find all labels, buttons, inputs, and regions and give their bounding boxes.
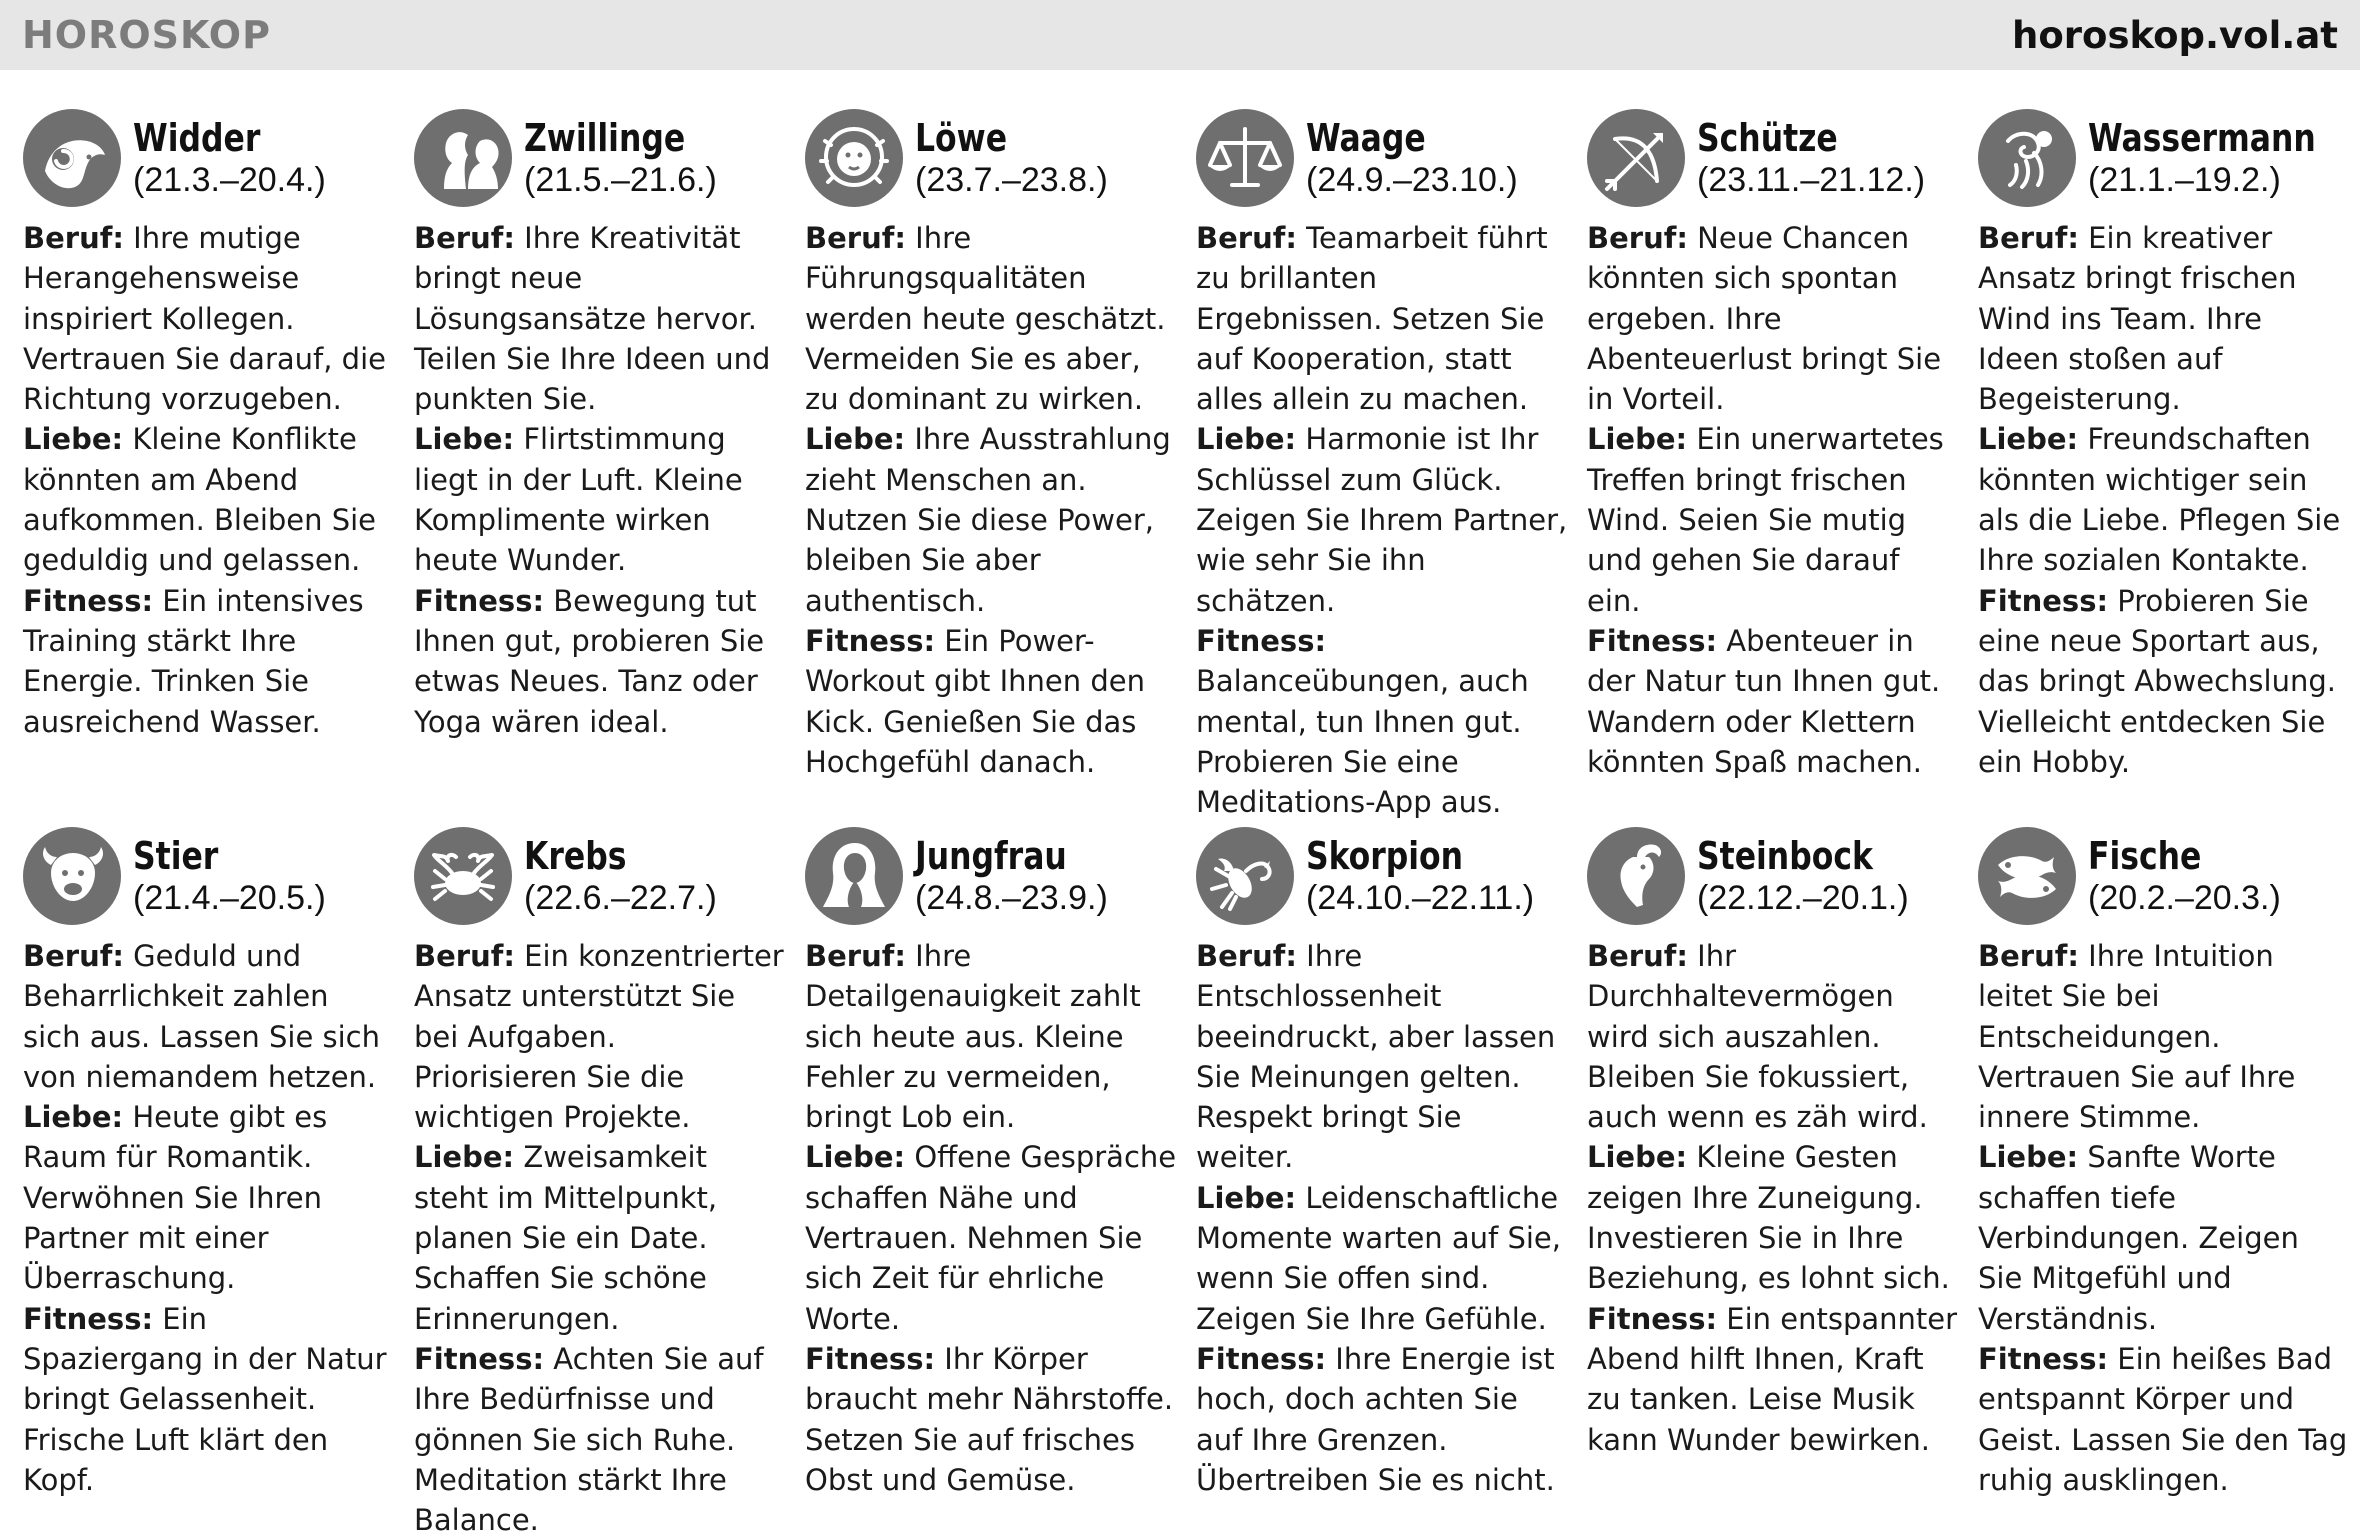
zodiac-name: Krebs xyxy=(524,834,627,878)
header-bar xyxy=(0,0,2360,70)
liebe-paragraph xyxy=(805,419,1177,620)
beruf-label: Beruf: xyxy=(414,939,515,973)
zodiac-name: Schütze xyxy=(1697,116,1838,160)
beruf-paragraph xyxy=(1587,218,1959,419)
ram-icon xyxy=(23,109,121,207)
fitness-text: Abenteuer in der Natur tun Ihnen gut. Wandern oder Klettern könnten Spaß machen. xyxy=(1587,623,1941,779)
zodiac-name: Stier xyxy=(133,834,219,878)
liebe-paragraph xyxy=(1978,1137,2350,1338)
fitness-text: Ihre Energie ist hoch, doch achten Sie auf Ihre Grenzen. Übertreiben Sie es nicht. xyxy=(1196,1341,1555,1497)
liebe-paragraph xyxy=(23,1097,395,1298)
fitness-paragraph xyxy=(1587,621,1959,782)
zodiac-text xyxy=(23,936,395,1500)
liebe-label: Liebe: xyxy=(414,422,515,457)
beruf-label: Beruf: xyxy=(805,221,906,255)
beruf-label: Beruf: xyxy=(1196,221,1297,255)
liebe-label: Liebe: xyxy=(1978,1140,2079,1175)
zodiac-header xyxy=(1196,826,1587,926)
fitness-text: Ein intensives Training stärkt Ihre Energie. Trinken Sie ausreichend Wasser. xyxy=(23,583,364,739)
zodiac-name: Zwillinge xyxy=(524,116,686,160)
fitness-label: Fitness: xyxy=(1978,1341,2109,1376)
fitness-text: Ein heißes Bad entspannt Körper und Geist. Lassen Sie den Tag ruhig ausklingen. xyxy=(1978,1341,2348,1497)
beruf-text: Ihre Intuition leitet Sie bei Entscheidungen. Vertrauen Sie auf Ihre innere Stimme. xyxy=(1978,939,2296,1135)
zodiac-card-wassermann xyxy=(1978,108,2369,826)
zodiac-header xyxy=(1587,108,1978,208)
zodiac-text xyxy=(1196,218,1568,822)
fitness-paragraph xyxy=(805,621,1177,782)
liebe-paragraph xyxy=(1196,1178,1568,1339)
zodiac-header xyxy=(1978,108,2369,208)
zodiac-text xyxy=(805,218,1177,782)
fitness-label: Fitness: xyxy=(805,623,936,658)
fish-icon xyxy=(1978,827,2076,925)
beruf-text: Ihr Durchhaltevermögen wird sich auszahlen. Bleiben Sie fokussiert, auch wenn es zäh wird. xyxy=(1587,939,1928,1135)
zodiac-text xyxy=(414,936,786,1540)
horoscope-grid xyxy=(23,108,2348,1538)
liebe-text: Heute gibt es Raum für Romantik. Verwöhnen Sie Ihren Partner mit einer Überraschung. xyxy=(23,1100,328,1296)
liebe-text: Kleine Konflikte könnten am Abend aufkommen. Bleiben Sie geduldig und gelassen. xyxy=(23,422,377,578)
zodiac-card-zwillinge xyxy=(414,108,805,826)
fitness-text: Achten Sie auf Ihre Bedürfnisse und gönnen Sie sich Ruhe. Meditation stärkt Ihre Balance. xyxy=(414,1341,764,1538)
fitness-label: Fitness: xyxy=(1587,1301,1718,1336)
zodiac-dates: (20.2.–20.3.) xyxy=(2088,879,2281,917)
zodiac-text xyxy=(1978,218,2350,782)
beruf-label: Beruf: xyxy=(23,939,124,973)
liebe-paragraph xyxy=(414,1137,786,1338)
liebe-paragraph xyxy=(1196,419,1568,620)
zodiac-card-stier xyxy=(23,826,414,1518)
liebe-text: Leidenschaftliche Momente warten auf Sie, wenn Sie offen sind. Zeigen Sie Ihre Gefühle. xyxy=(1196,1180,1561,1336)
zodiac-header xyxy=(805,826,1196,926)
liebe-paragraph xyxy=(1587,419,1959,620)
liebe-label: Liebe: xyxy=(1978,422,2079,457)
scales-icon xyxy=(1196,109,1294,207)
fitness-label: Fitness: xyxy=(23,1301,154,1336)
zodiac-name: Steinbock xyxy=(1697,834,1873,878)
fitness-text: Bewegung tut Ihnen gut, probieren Sie etwas Neues. Tanz oder Yoga wären ideal. xyxy=(414,583,765,739)
beruf-label: Beruf: xyxy=(805,939,906,973)
beruf-text: Ihre Führungsqualitäten werden heute geschätzt. Vermeiden Sie es aber, zu dominant zu wirken. xyxy=(805,221,1166,417)
beruf-text: Ihre Detailgenauigkeit zahlt sich heute aus. Kleine Fehler zu vermeiden, bringt Lob ein. xyxy=(805,939,1141,1135)
zodiac-text xyxy=(805,936,1177,1500)
fitness-label: Fitness: xyxy=(23,583,154,618)
lion-icon xyxy=(805,109,903,207)
fitness-text: Ein Spaziergang in der Natur bringt Gelassenheit. Frische Luft klärt den Kopf. xyxy=(23,1301,387,1497)
fitness-paragraph xyxy=(1587,1299,1959,1460)
liebe-text: Flirtstimmung liegt in der Luft. Kleine Komplimente wirken heute Wunder. xyxy=(414,422,743,578)
zodiac-text xyxy=(1196,936,1568,1500)
liebe-text: Zweisamkeit steht im Mittelpunkt, planen Sie ein Date. Schaffen Sie schöne Erinnerungen. xyxy=(414,1140,718,1336)
zodiac-header xyxy=(1978,826,2369,926)
beruf-label: Beruf: xyxy=(414,221,515,255)
beruf-paragraph xyxy=(805,936,1177,1137)
beruf-label: Beruf: xyxy=(1978,939,2079,973)
zodiac-name: Skorpion xyxy=(1306,834,1464,878)
zodiac-card-löwe xyxy=(805,108,1196,826)
fitness-paragraph xyxy=(1978,1339,2350,1500)
zodiac-header xyxy=(23,826,414,926)
beruf-paragraph xyxy=(1196,218,1568,419)
liebe-text: Ein unerwartetes Treffen bringt frischen Wind. Seien Sie mutig und gehen Sie darauf ein. xyxy=(1587,422,1944,618)
fitness-paragraph xyxy=(414,1339,786,1540)
beruf-paragraph xyxy=(1196,936,1568,1178)
fitness-paragraph xyxy=(23,1299,395,1500)
zodiac-name: Waage xyxy=(1306,116,1426,160)
beruf-paragraph xyxy=(414,936,786,1137)
zodiac-header xyxy=(805,108,1196,208)
zodiac-card-fische xyxy=(1978,826,2369,1518)
zodiac-dates: (21.4.–20.5.) xyxy=(133,879,326,917)
beruf-paragraph xyxy=(1978,218,2350,419)
zodiac-name: Wassermann xyxy=(2088,116,2316,160)
zodiac-card-waage xyxy=(1196,108,1587,826)
fitness-label: Fitness: xyxy=(414,583,545,618)
zodiac-card-schütze xyxy=(1587,108,1978,826)
liebe-paragraph xyxy=(23,419,395,580)
fitness-text: Ein entspannter Abend hilft Ihnen, Kraft zu tanken. Leise Musik kann Wunder bewirken. xyxy=(1587,1301,1958,1457)
liebe-text: Ihre Ausstrahlung zieht Menschen an. Nutzen Sie diese Power, bleiben Sie aber authentisch. xyxy=(805,422,1171,618)
liebe-label: Liebe: xyxy=(1587,422,1688,457)
zodiac-text xyxy=(1587,218,1959,782)
liebe-label: Liebe: xyxy=(1196,1180,1297,1215)
beruf-paragraph xyxy=(805,218,1177,419)
beruf-paragraph xyxy=(1587,936,1959,1137)
fitness-label: Fitness: xyxy=(1587,623,1718,658)
beruf-paragraph xyxy=(414,218,786,419)
beruf-label: Beruf: xyxy=(1587,221,1688,255)
fitness-paragraph xyxy=(1978,581,2350,782)
site-url[interactable]: horoskop.vol.at xyxy=(2012,13,2338,57)
beruf-paragraph xyxy=(23,936,395,1097)
fitness-label: Fitness: xyxy=(1196,1341,1327,1376)
zodiac-text xyxy=(23,218,395,742)
beruf-text: Neue Chancen könnten sich spontan ergeben. Ihre Abenteuerlust bringt Sie in Vorteil. xyxy=(1587,221,1942,417)
fitness-label: Fitness: xyxy=(805,1341,936,1376)
zodiac-dates: (21.3.–20.4.) xyxy=(133,161,326,199)
liebe-paragraph xyxy=(805,1137,1177,1338)
liebe-text: Freundschaften könnten wichtiger sein als die Liebe. Pflegen Sie Ihre sozialen Kontakte. xyxy=(1978,422,2341,578)
beruf-text: Geduld und Beharrlichkeit zahlen sich aus. Lassen Sie sich von niemandem hetzen. xyxy=(23,939,381,1094)
beruf-label: Beruf: xyxy=(1196,939,1297,973)
bow-arrow-icon xyxy=(1587,109,1685,207)
zodiac-dates: (24.9.–23.10.) xyxy=(1306,161,1518,199)
zodiac-header xyxy=(23,108,414,208)
beruf-text: Ein kreativer Ansatz bringt frischen Wind ins Team. Ihre Ideen stoßen auf Begeisterung. xyxy=(1978,221,2297,417)
fitness-paragraph xyxy=(23,581,395,742)
fitness-label: Fitness: xyxy=(1978,583,2109,618)
zodiac-header xyxy=(414,108,805,208)
zodiac-dates: (23.7.–23.8.) xyxy=(915,161,1108,199)
bull-icon xyxy=(23,827,121,925)
beruf-text: Ein konzentrierter Ansatz unterstützt Sie bei Aufgaben. Priorisieren Sie die wichtigen Projekte. xyxy=(414,939,784,1135)
liebe-label: Liebe: xyxy=(1196,422,1297,457)
zodiac-text xyxy=(414,218,786,742)
beruf-label: Beruf: xyxy=(1978,221,2079,255)
ibex-icon xyxy=(1587,827,1685,925)
crab-icon xyxy=(414,827,512,925)
beruf-paragraph xyxy=(1978,936,2350,1137)
fitness-paragraph xyxy=(1196,621,1568,822)
zodiac-dates: (21.1.–19.2.) xyxy=(2088,161,2281,199)
zodiac-dates: (24.10.–22.11.) xyxy=(1306,879,1535,917)
zodiac-card-steinbock xyxy=(1587,826,1978,1518)
beruf-text: Teamarbeit führt zu brillanten Ergebnissen. Setzen Sie auf Kooperation, statt alles allein zu machen. xyxy=(1196,221,1548,417)
liebe-paragraph xyxy=(1587,1137,1959,1298)
fitness-label: Fitness: xyxy=(414,1341,545,1376)
liebe-label: Liebe: xyxy=(805,422,906,457)
zodiac-name: Löwe xyxy=(915,116,1008,160)
fitness-text: Ihr Körper braucht mehr Nährstoffe. Setzen Sie auf frisches Obst und Gemüse. xyxy=(805,1341,1174,1497)
liebe-label: Liebe: xyxy=(23,1100,124,1135)
scorpion-icon xyxy=(1196,827,1294,925)
fitness-paragraph xyxy=(414,581,786,742)
fitness-paragraph xyxy=(1196,1339,1568,1500)
zodiac-dates: (22.6.–22.7.) xyxy=(524,879,717,917)
zodiac-text xyxy=(1978,936,2350,1500)
beruf-paragraph xyxy=(23,218,395,419)
zodiac-name: Jungfrau xyxy=(915,834,1067,878)
fitness-text: Probieren Sie eine neue Sportart aus, das bringt Abwechslung. Vielleicht entdecken Sie ein Hobby. xyxy=(1978,583,2336,779)
zodiac-dates: (21.5.–21.6.) xyxy=(524,161,717,199)
zodiac-name: Fische xyxy=(2088,834,2202,878)
zodiac-text xyxy=(1587,936,1959,1460)
liebe-text: Kleine Gesten zeigen Ihre Zuneigung. Investieren Sie in Ihre Beziehung, es lohnt sich. xyxy=(1587,1140,1950,1296)
zodiac-card-jungfrau xyxy=(805,826,1196,1518)
zodiac-dates: (24.8.–23.9.) xyxy=(915,879,1108,917)
zodiac-card-widder xyxy=(23,108,414,826)
liebe-text: Harmonie ist Ihr Schlüssel zum Glück. Zeigen Sie Ihrem Partner, wie sehr Sie ihn schätzen. xyxy=(1196,422,1568,618)
zodiac-dates: (22.12.–20.1.) xyxy=(1697,879,1909,917)
water-bearer-icon xyxy=(1978,109,2076,207)
beruf-text: Ihre Entschlossenheit beeindruckt, aber lassen Sie Meinungen gelten. Respekt bringt Sie weiter. xyxy=(1196,939,1556,1175)
fitness-paragraph xyxy=(805,1339,1177,1500)
liebe-paragraph xyxy=(1978,419,2350,580)
zodiac-header xyxy=(1196,108,1587,208)
virgin-icon xyxy=(805,827,903,925)
zodiac-card-krebs xyxy=(414,826,805,1538)
zodiac-dates: (23.11.–21.12.) xyxy=(1697,161,1926,199)
section-title: HOROSKOP xyxy=(22,13,271,57)
fitness-text: Balanceübungen, auch mental, tun Ihnen gut. Probieren Sie eine Meditations-App aus. xyxy=(1196,664,1529,820)
liebe-label: Liebe: xyxy=(1587,1140,1688,1175)
fitness-label: Fitness: xyxy=(1196,623,1327,658)
beruf-label: Beruf: xyxy=(23,221,124,255)
liebe-text: Sanfte Worte schaffen tiefe Verbindungen. Zeigen Sie Mitgefühl und Verständnis. xyxy=(1978,1140,2299,1336)
zodiac-name: Widder xyxy=(133,116,261,160)
liebe-text: Offene Gespräche schaffen Nähe und Vertrauen. Nehmen Sie sich Zeit für ehrliche Worte. xyxy=(805,1140,1177,1336)
liebe-label: Liebe: xyxy=(805,1140,906,1175)
liebe-label: Liebe: xyxy=(414,1140,515,1175)
twins-icon xyxy=(414,109,512,207)
zodiac-header xyxy=(1587,826,1978,926)
zodiac-card-skorpion xyxy=(1196,826,1587,1518)
liebe-label: Liebe: xyxy=(23,422,124,457)
zodiac-header xyxy=(414,826,805,926)
beruf-text: Ihre Kreativität bringt neue Lösungsansätze hervor. Teilen Sie Ihre Ideen und punkten Sie. xyxy=(414,221,771,417)
fitness-text: Ein Power-Workout gibt Ihnen den Kick. Genießen Sie das Hochgefühl danach. xyxy=(805,623,1145,779)
beruf-label: Beruf: xyxy=(1587,939,1688,973)
liebe-paragraph xyxy=(414,419,786,580)
beruf-text: Ihre mutige Herangehensweise inspiriert Kollegen. Vertrauen Sie darauf, die Richtung vorzugeben. xyxy=(23,221,386,417)
